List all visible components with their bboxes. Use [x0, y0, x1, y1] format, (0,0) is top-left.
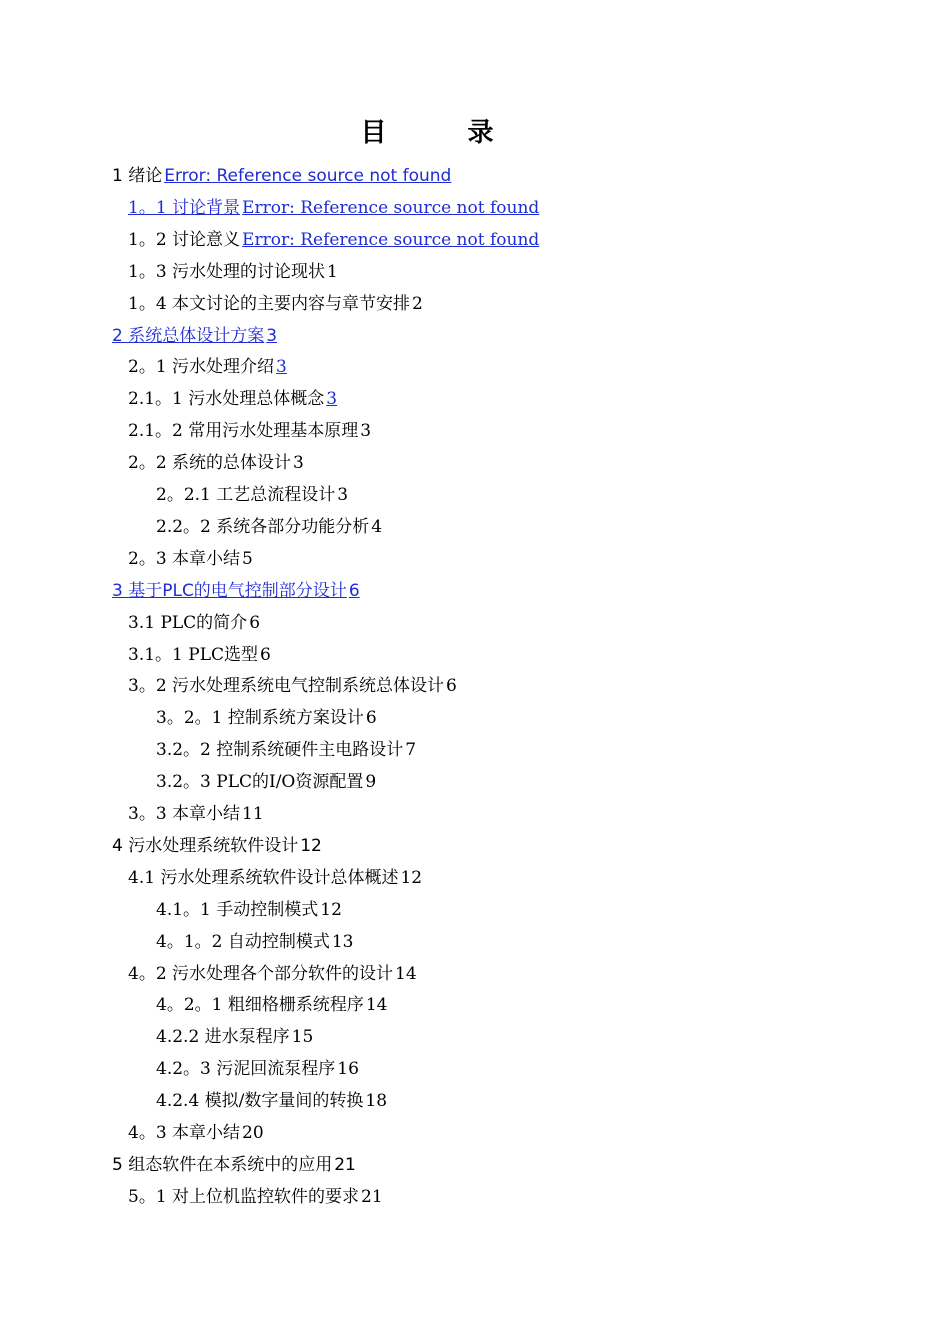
toc-entry-page: 20 [242, 1123, 264, 1143]
toc-entry-page: 15 [291, 1027, 314, 1047]
toc-entry[interactable] [156, 1085, 387, 1117]
toc-entry[interactable] [128, 958, 417, 990]
toc-entry-page: 6 [348, 581, 360, 601]
toc-entry-label: 4.2.2 进水泵程序 [156, 1027, 290, 1047]
toc-entry-page: Error: Reference source not found [164, 166, 452, 186]
toc-entry[interactable] [128, 224, 539, 256]
toc-entry-label: 4 污水处理系统软件设计 [112, 836, 299, 856]
toc-entry-label: 1。1 讨论背景 [128, 198, 241, 218]
toc-entry-page: 12 [300, 836, 322, 856]
toc-entry[interactable] [128, 798, 264, 830]
toc-entry-label: 2。3 本章小结 [128, 549, 241, 569]
toc-entry-page: 3 [326, 389, 338, 409]
toc-entry[interactable] [128, 415, 371, 447]
toc-entry-label: 5 组态软件在本系统中的应用 [112, 1155, 333, 1175]
toc-entry-page: 1 [327, 262, 338, 282]
toc-entry-label: 4.2.4 模拟/数字量间的转换 [156, 1091, 364, 1111]
toc-entry[interactable] [156, 734, 416, 766]
toc-entry-label: 4.1。1 手动控制模式 [156, 900, 319, 920]
toc-entry-page: 18 [365, 1091, 388, 1111]
toc-entry[interactable] [128, 1117, 264, 1149]
toc-entry-page: 6 [260, 645, 271, 665]
toc-entry-page: 5 [242, 549, 253, 569]
toc-entry-page: 14 [395, 964, 417, 984]
toc-entry-label: 2 系统总体设计方案 [112, 326, 265, 346]
toc-entry-label: 4.1 污水处理系统软件设计总体概述 [128, 868, 399, 888]
toc-entry[interactable] [156, 894, 342, 926]
toc-entry-page: 9 [365, 772, 377, 792]
toc-entry[interactable] [112, 830, 322, 862]
toc-entry[interactable] [156, 1021, 313, 1053]
toc-entry[interactable] [128, 1181, 383, 1213]
toc-entry[interactable] [128, 543, 253, 575]
toc-entry[interactable] [128, 256, 338, 288]
toc-entry-page: Error: Reference source not found [242, 198, 540, 218]
toc-entry[interactable] [128, 862, 422, 894]
toc-entry-page: 14 [365, 995, 388, 1015]
toc-entry-label: 4。2 污水处理各个部分软件的设计 [128, 964, 394, 984]
toc-entry[interactable] [156, 766, 376, 798]
toc-entry-label: 1。3 污水处理的讨论现状 [128, 262, 326, 282]
toc-entry[interactable] [128, 288, 423, 320]
toc-entry-label: 3。3 本章小结 [128, 804, 241, 824]
toc-entry-label: 1 绪论 [112, 166, 163, 186]
toc-entry[interactable] [156, 479, 348, 511]
toc-entry-label: 1。4 本文讨论的主要内容与章节安排 [128, 294, 411, 314]
toc-entry-label: 3.2。3 PLC的I/O资源配置 [156, 772, 364, 792]
toc-entry[interactable] [112, 320, 277, 352]
toc-entry-page: 6 [365, 708, 377, 728]
toc-entry-page: 3 [360, 421, 372, 441]
toc-entry-label: 2.1。2 常用污水处理基本原理 [128, 421, 359, 441]
toc-entry[interactable] [156, 702, 377, 734]
toc-entry-label: 3。2。1 控制系统方案设计 [156, 708, 364, 728]
toc-entry-page: 7 [405, 740, 417, 760]
toc-entry-label: 3 基于PLC的电气控制部分设计 [112, 581, 347, 601]
toc-entry-label: 2。2.1 工艺总流程设计 [156, 485, 336, 505]
toc-entry[interactable] [156, 1053, 359, 1085]
toc-entry-label: 4。3 本章小结 [128, 1123, 241, 1143]
toc-entry-page: 6 [446, 676, 457, 696]
toc-entry-label: 3。2 污水处理系统电气控制系统总体设计 [128, 676, 445, 696]
toc-entry[interactable] [112, 575, 360, 607]
toc-entry-page: 2 [412, 294, 423, 314]
toc-entry[interactable] [156, 926, 354, 958]
toc-entry-label: 3.1 PLC的简介 [128, 613, 248, 633]
toc-entry-label: 2.1。1 污水处理总体概念 [128, 389, 325, 409]
toc-entry[interactable] [128, 447, 304, 479]
toc-title: 目 录 [360, 118, 530, 148]
toc-entry[interactable] [128, 383, 337, 415]
toc-entry-label: 3.2。2 控制系统硬件主电路设计 [156, 740, 404, 760]
toc-entry[interactable] [128, 192, 539, 224]
toc-entry-label: 4。1。2 自动控制模式 [156, 932, 330, 952]
toc-entry[interactable] [112, 160, 451, 192]
toc-entry-label: 2。1 污水处理介绍 [128, 357, 275, 377]
toc-entry-page: 4 [371, 517, 383, 537]
toc-entry-page: 16 [337, 1059, 359, 1079]
toc-entry-label: 2.2。2 系统各部分功能分析 [156, 517, 370, 537]
toc-entry-page: 11 [242, 804, 264, 824]
toc-entry-page: 21 [334, 1155, 356, 1175]
toc-entry-page: 12 [400, 868, 423, 888]
toc-entry[interactable] [128, 639, 271, 671]
toc-entry-label: 4.2。3 污泥回流泵程序 [156, 1059, 336, 1079]
toc-entry-page: Error: Reference source not found [242, 230, 540, 250]
toc-entry[interactable] [156, 511, 382, 543]
toc-entry-page: 6 [249, 613, 261, 633]
toc-entry[interactable] [112, 1149, 356, 1181]
toc-entry-label: 5。1 对上位机监控软件的要求 [128, 1187, 360, 1207]
toc-entry-label: 2。2 系统的总体设计 [128, 453, 292, 473]
toc-entry-label: 1。2 讨论意义 [128, 230, 241, 250]
toc-entry-page: 21 [361, 1187, 383, 1207]
toc-entry-label: 4。2。1 粗细格栅系统程序 [156, 995, 364, 1015]
toc-entry[interactable] [156, 989, 388, 1021]
toc-entry-page: 3 [293, 453, 304, 473]
toc-entry-page: 13 [331, 932, 354, 952]
toc-entry-label: 3.1。1 PLC选型 [128, 645, 258, 665]
toc-entry-page: 3 [266, 326, 278, 346]
toc-entry-page: 3 [276, 357, 287, 377]
toc-entry-page: 3 [337, 485, 349, 505]
toc-entry[interactable] [128, 351, 287, 383]
toc-entry[interactable] [128, 670, 457, 702]
toc-entry-page: 12 [320, 900, 342, 920]
toc-entry[interactable] [128, 607, 260, 639]
